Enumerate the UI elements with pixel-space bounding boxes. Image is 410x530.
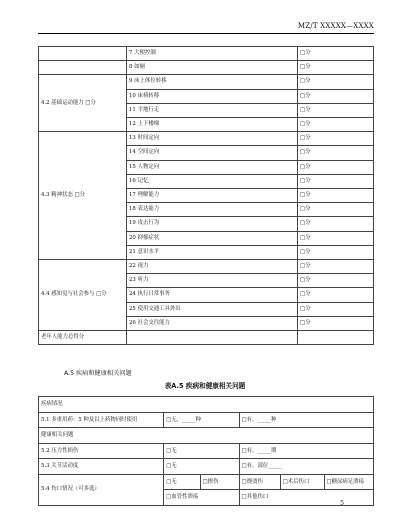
checkbox-option[interactable]: □其他伤口 bbox=[239, 490, 373, 506]
score-box[interactable]: □分 bbox=[298, 160, 374, 174]
ability-score-table bbox=[38, 46, 374, 345]
score-box[interactable]: □分 bbox=[298, 302, 374, 316]
checkbox-option[interactable]: □糖尿病足溃疡 bbox=[324, 474, 373, 490]
disease-status-heading: 疾病情况 bbox=[39, 397, 374, 413]
item-label: 17 理解能力 bbox=[127, 189, 298, 203]
table-row bbox=[39, 428, 374, 444]
checkbox-option[interactable]: □血管性溃疡 bbox=[164, 490, 239, 506]
item-label: 13 时间定向 bbox=[127, 132, 298, 146]
table-row bbox=[39, 459, 374, 475]
item-label: 7 大便控制 bbox=[127, 47, 298, 61]
item-label: 8 如厕 bbox=[127, 61, 298, 75]
item-label: 10 床椅转移 bbox=[127, 89, 298, 103]
table-row bbox=[39, 61, 374, 75]
question-label: 5.2 压力性损伤 bbox=[39, 443, 164, 459]
table-row bbox=[39, 331, 374, 345]
score-box[interactable]: □分 bbox=[298, 189, 374, 203]
option-cell[interactable]: □无 bbox=[164, 443, 239, 459]
option-cell[interactable]: □有，_____种 bbox=[239, 412, 373, 428]
score-box[interactable]: □分 bbox=[298, 274, 374, 288]
question-label: 5.4 伤口情况（可多选） bbox=[39, 474, 164, 505]
group-label-4-4: 4.4 感知觉与社会参与 □分 bbox=[39, 260, 127, 331]
document-code: MZ/T XXXXX—XXXX bbox=[297, 22, 374, 30]
item-label: 9 床上体位转移 bbox=[127, 75, 298, 89]
item-label: 24 执行日常事务 bbox=[127, 288, 298, 302]
item-label: 26 社会交往能力 bbox=[127, 316, 298, 330]
item-label: 16 记忆 bbox=[127, 174, 298, 188]
item-label: 18 表达能力 bbox=[127, 203, 298, 217]
score-box[interactable]: □分 bbox=[298, 217, 374, 231]
table-row bbox=[39, 75, 374, 89]
score-box[interactable]: □分 bbox=[298, 245, 374, 259]
item-label: 15 人物定向 bbox=[127, 160, 298, 174]
score-box[interactable]: □分 bbox=[298, 260, 374, 274]
item-label: 19 攻击行为 bbox=[127, 217, 298, 231]
score-box[interactable]: □分 bbox=[298, 61, 374, 75]
score-box[interactable]: □分 bbox=[298, 118, 374, 132]
option-cell[interactable]: □有，_____期 bbox=[239, 443, 373, 459]
item-label: 12 上下楼梯 bbox=[127, 118, 298, 132]
checkbox-option[interactable]: □烧烫伤 bbox=[239, 474, 280, 490]
item-label: 14 空间定向 bbox=[127, 146, 298, 160]
health-related-heading: 健康相关问题 bbox=[39, 428, 374, 444]
health-problems-table bbox=[38, 396, 374, 506]
item-label: 11 平地行走 bbox=[127, 103, 298, 117]
option-cell[interactable]: □有，部位_____ bbox=[239, 459, 373, 475]
total-score-label: 老年人能力总得分 bbox=[39, 331, 127, 345]
checkbox-option[interactable]: □无 bbox=[164, 474, 200, 490]
option-cell[interactable]: □无 bbox=[164, 459, 239, 475]
checkbox-option[interactable]: □擦伤 bbox=[200, 474, 239, 490]
table-row bbox=[39, 47, 374, 61]
item-label: 22 视力 bbox=[127, 260, 298, 274]
table-row bbox=[39, 474, 374, 490]
score-box[interactable]: □分 bbox=[298, 75, 374, 89]
score-box[interactable]: □分 bbox=[298, 231, 374, 245]
score-box[interactable]: □分 bbox=[298, 89, 374, 103]
group-cell bbox=[39, 47, 127, 61]
score-box[interactable]: □分 bbox=[298, 146, 374, 160]
table-row bbox=[39, 132, 374, 146]
table-row bbox=[39, 443, 374, 459]
score-box[interactable]: □分 bbox=[298, 103, 374, 117]
header-rule bbox=[38, 33, 374, 34]
page-number: 5 bbox=[340, 500, 344, 507]
score-box[interactable]: □分 bbox=[298, 203, 374, 217]
question-label: 5.1 多重用药：5 种及以上药物同时使用 bbox=[39, 412, 164, 428]
group-cell bbox=[39, 61, 127, 75]
group-label-4-3: 4.3 精神状态 □分 bbox=[39, 132, 127, 260]
item-label: 25 使用交通工具外出 bbox=[127, 302, 298, 316]
table-title: 表A.5 疾病和健康相关问题 bbox=[164, 382, 246, 390]
score-box[interactable]: □分 bbox=[298, 47, 374, 61]
item-label: 21 意识水平 bbox=[127, 245, 298, 259]
group-label-4-2: 4.2 基础运动能力 □分 bbox=[39, 75, 127, 132]
total-score-cell[interactable] bbox=[127, 331, 298, 345]
score-box[interactable]: □分 bbox=[298, 174, 374, 188]
score-box[interactable]: □分 bbox=[298, 288, 374, 302]
total-score-cell-right bbox=[298, 331, 374, 345]
section-heading: A.5 疾病和健康相关问题 bbox=[64, 370, 132, 377]
option-cell[interactable]: □无，_____种 bbox=[164, 412, 239, 428]
score-box[interactable]: □分 bbox=[298, 316, 374, 330]
score-box[interactable]: □分 bbox=[298, 132, 374, 146]
table-row bbox=[39, 397, 374, 413]
question-label: 5.3 关节活动度 bbox=[39, 459, 164, 475]
table-row bbox=[39, 412, 374, 428]
item-label: 20 抑郁症状 bbox=[127, 231, 298, 245]
checkbox-option[interactable]: □术后伤口 bbox=[280, 474, 324, 490]
table-row bbox=[39, 260, 374, 274]
item-label: 23 听力 bbox=[127, 274, 298, 288]
